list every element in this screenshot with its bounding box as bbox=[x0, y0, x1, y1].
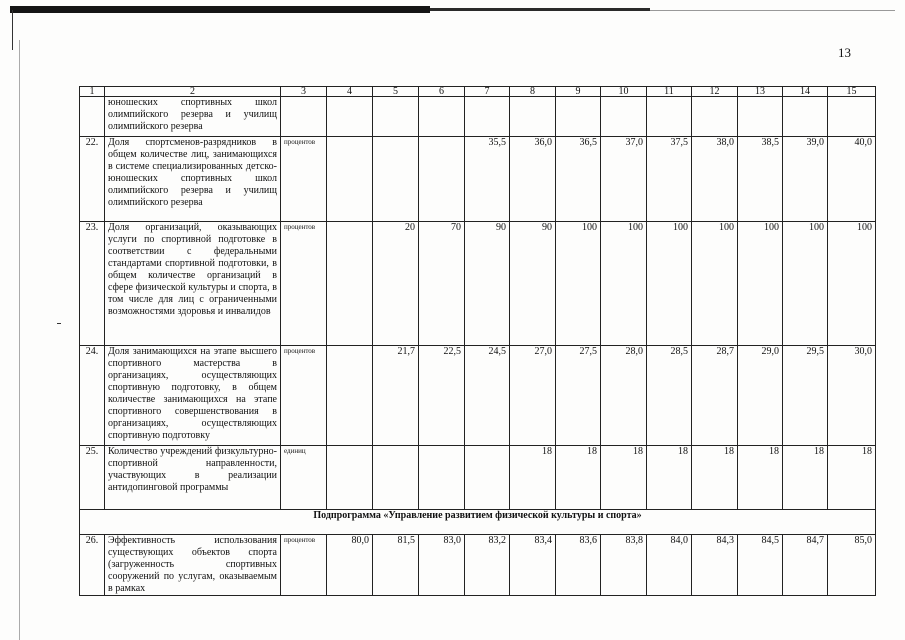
value-cell bbox=[373, 137, 419, 222]
table-row bbox=[80, 137, 876, 222]
value-cell: 28,5 bbox=[647, 346, 692, 446]
value-cell: 100 bbox=[828, 222, 876, 346]
scan-speck bbox=[57, 323, 61, 324]
value-cell: 18 bbox=[738, 446, 783, 510]
row-number: 25. bbox=[80, 446, 105, 510]
column-header: 15 bbox=[828, 87, 876, 97]
value-cell: 100 bbox=[556, 222, 601, 346]
page-number: 13 bbox=[838, 45, 851, 60]
row-number: 23. bbox=[80, 222, 105, 346]
value-cell: 81,5 bbox=[373, 535, 419, 596]
column-header: 6 bbox=[419, 87, 465, 97]
table-row bbox=[80, 346, 876, 446]
unit-cell: процентов bbox=[281, 535, 327, 596]
value-cell bbox=[373, 446, 419, 510]
value-cell bbox=[556, 97, 601, 137]
column-header: 1 bbox=[80, 87, 105, 97]
scan-border-top bbox=[430, 8, 650, 11]
column-header: 12 bbox=[692, 87, 738, 97]
value-cell: 29,5 bbox=[783, 346, 828, 446]
unit-cell: единиц bbox=[281, 446, 327, 510]
column-header: 2 bbox=[105, 87, 281, 97]
value-cell bbox=[601, 97, 647, 137]
value-cell: 83,8 bbox=[601, 535, 647, 596]
value-cell: 90 bbox=[510, 222, 556, 346]
value-cell: 100 bbox=[692, 222, 738, 346]
value-cell bbox=[465, 446, 510, 510]
value-cell bbox=[828, 97, 876, 137]
value-cell: 38,0 bbox=[692, 137, 738, 222]
row-number: 26. bbox=[80, 535, 105, 596]
value-cell: 84,7 bbox=[783, 535, 828, 596]
indicator-name: Доля организаций, оказывающих услуги по спортивной подготовке в соответствии с федеральными стандартами спортивной подготовки, в общем количестве организаций в сфере физической культуры и спорта, в том числе для лиц с ограниченными возможностями здоровья и инвалидов bbox=[105, 222, 281, 346]
subprogram-title: Подпрограмма «Управление развитием физической культуры и спорта» bbox=[80, 510, 876, 535]
value-cell bbox=[647, 97, 692, 137]
unit-cell: процентов bbox=[281, 137, 327, 222]
value-cell: 18 bbox=[601, 446, 647, 510]
value-cell: 27,0 bbox=[510, 346, 556, 446]
column-header: 14 bbox=[783, 87, 828, 97]
value-cell: 20 bbox=[373, 222, 419, 346]
value-cell bbox=[327, 446, 373, 510]
column-header: 9 bbox=[556, 87, 601, 97]
value-cell: 28,0 bbox=[601, 346, 647, 446]
indicator-name: Доля занимающихся на этапе высшего спортивного мастерства в организациях, осуществляющих спортивную подготовку, в общем количестве занимающихся на этапе спортивного совершенствования в организациях, осуществляющих спортивную подготовку bbox=[105, 346, 281, 446]
row-number bbox=[80, 97, 105, 137]
value-cell: 38,5 bbox=[738, 137, 783, 222]
value-cell bbox=[373, 97, 419, 137]
unit-cell: процентов bbox=[281, 346, 327, 446]
value-cell: 84,0 bbox=[647, 535, 692, 596]
value-cell bbox=[510, 97, 556, 137]
column-header: 13 bbox=[738, 87, 783, 97]
value-cell: 83,4 bbox=[510, 535, 556, 596]
row-number: 24. bbox=[80, 346, 105, 446]
value-cell bbox=[465, 97, 510, 137]
value-cell: 70 bbox=[419, 222, 465, 346]
value-cell bbox=[783, 97, 828, 137]
indicator-name: юношеских спортивных школ олимпийского резерва и училищ олимпийского резерва bbox=[105, 97, 281, 137]
column-header: 7 bbox=[465, 87, 510, 97]
value-cell: 84,3 bbox=[692, 535, 738, 596]
value-cell: 18 bbox=[510, 446, 556, 510]
value-cell: 80,0 bbox=[327, 535, 373, 596]
value-cell: 83,2 bbox=[465, 535, 510, 596]
value-cell bbox=[327, 97, 373, 137]
column-header: 3 bbox=[281, 87, 327, 97]
value-cell bbox=[327, 222, 373, 346]
value-cell: 30,0 bbox=[828, 346, 876, 446]
unit-cell bbox=[281, 97, 327, 137]
indicator-name: Доля спортсменов-разрядников в общем количестве лиц, занимающихся в системе специализированных детско-юношеских спортивных школ олимпийского резерва и училищ олимпийского резерва bbox=[105, 137, 281, 222]
value-cell bbox=[327, 346, 373, 446]
value-cell: 83,6 bbox=[556, 535, 601, 596]
column-header: 8 bbox=[510, 87, 556, 97]
value-cell: 90 bbox=[465, 222, 510, 346]
row-number: 22. bbox=[80, 137, 105, 222]
scan-border-left bbox=[12, 10, 13, 50]
indicator-name: Количество учреждений физкультурно-спортивной направленности, участвующих в реализации антидопинговой программы bbox=[105, 446, 281, 510]
value-cell bbox=[419, 446, 465, 510]
value-cell: 37,0 bbox=[601, 137, 647, 222]
column-header: 5 bbox=[373, 87, 419, 97]
value-cell bbox=[692, 97, 738, 137]
value-cell: 36,5 bbox=[556, 137, 601, 222]
value-cell: 100 bbox=[783, 222, 828, 346]
value-cell: 18 bbox=[647, 446, 692, 510]
indicators-table bbox=[79, 86, 876, 596]
value-cell: 36,0 bbox=[510, 137, 556, 222]
column-header: 11 bbox=[647, 87, 692, 97]
value-cell: 40,0 bbox=[828, 137, 876, 222]
value-cell: 100 bbox=[738, 222, 783, 346]
value-cell: 24,5 bbox=[465, 346, 510, 446]
value-cell: 18 bbox=[783, 446, 828, 510]
value-cell: 27,5 bbox=[556, 346, 601, 446]
table-row bbox=[80, 222, 876, 346]
value-cell: 21,7 bbox=[373, 346, 419, 446]
indicator-name: Эффективность использования существующих объектов спорта (загруженность спортивных сооружений по услугам, оказываемым в рамках bbox=[105, 535, 281, 596]
value-cell: 18 bbox=[828, 446, 876, 510]
table-row bbox=[80, 535, 876, 596]
value-cell: 37,5 bbox=[647, 137, 692, 222]
value-cell: 22,5 bbox=[419, 346, 465, 446]
value-cell: 35,5 bbox=[465, 137, 510, 222]
value-cell bbox=[327, 137, 373, 222]
value-cell: 18 bbox=[556, 446, 601, 510]
table-row bbox=[80, 446, 876, 510]
unit-cell: процентов bbox=[281, 222, 327, 346]
table-header-row bbox=[80, 87, 876, 97]
value-cell: 100 bbox=[647, 222, 692, 346]
value-cell: 83,0 bbox=[419, 535, 465, 596]
subprogram-row bbox=[80, 510, 876, 535]
value-cell: 100 bbox=[601, 222, 647, 346]
scan-border-top bbox=[10, 6, 430, 13]
value-cell: 39,0 bbox=[783, 137, 828, 222]
value-cell: 29,0 bbox=[738, 346, 783, 446]
value-cell bbox=[419, 97, 465, 137]
value-cell: 85,0 bbox=[828, 535, 876, 596]
table-row bbox=[80, 97, 876, 137]
value-cell: 28,7 bbox=[692, 346, 738, 446]
value-cell bbox=[738, 97, 783, 137]
scan-border-left bbox=[19, 40, 20, 640]
column-header: 4 bbox=[327, 87, 373, 97]
column-header: 10 bbox=[601, 87, 647, 97]
scan-border-top bbox=[650, 10, 895, 11]
value-cell bbox=[419, 137, 465, 222]
value-cell: 84,5 bbox=[738, 535, 783, 596]
value-cell: 18 bbox=[692, 446, 738, 510]
